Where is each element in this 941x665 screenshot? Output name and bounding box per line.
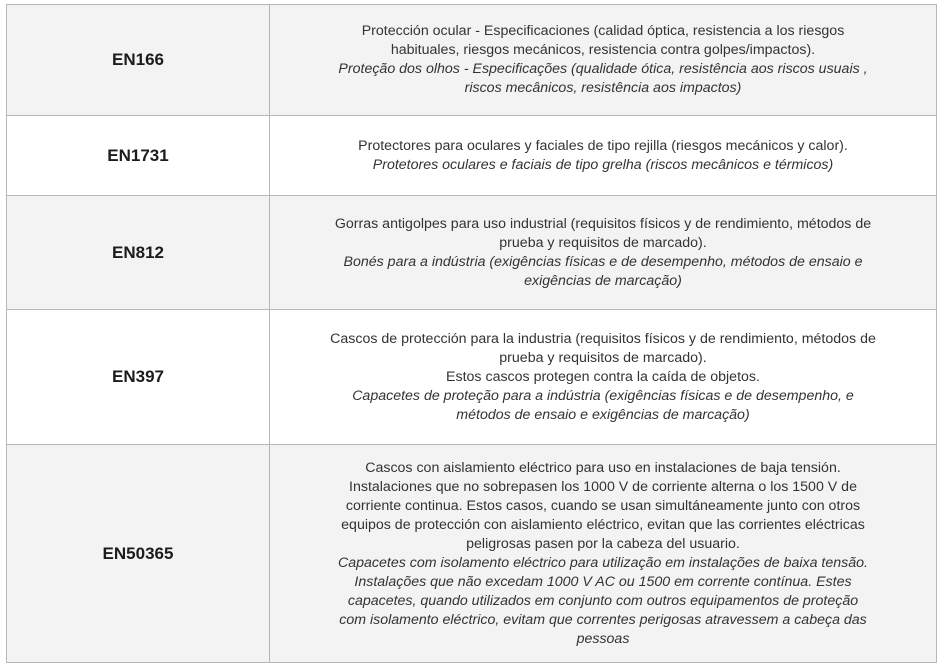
text-line: Proteção dos olhos - Especificações (qualidade ótica, resistência aos riscos usuais ,	[338, 61, 868, 77]
text-line: Cascos de protección para la industria (requisitos físicos y de rendimiento, métodos de	[330, 330, 876, 347]
description-portuguese	[278, 387, 928, 425]
description-portuguese	[278, 156, 928, 175]
standards-table	[6, 4, 937, 663]
text-line: prueba y requisitos de marcado).	[499, 234, 707, 251]
text-line: peligrosas pasen por la cabeza del usuario.	[466, 535, 740, 552]
description-spanish	[278, 137, 928, 156]
description-portuguese	[278, 253, 928, 291]
description-spanish	[278, 22, 928, 60]
description-spanish	[278, 459, 928, 554]
standard-code: EN812	[7, 196, 270, 310]
standard-description	[270, 5, 937, 116]
text-line: riscos mecânicos, resistência aos impactos)	[464, 80, 742, 96]
text-line: Estos cascos protegen contra la caída de objetos.	[446, 368, 760, 385]
text-line: corriente continua. Estos casos, cuando se usan simultáneamente junto con otros	[345, 497, 861, 514]
description-portuguese	[278, 60, 928, 98]
text-line: habituales, riesgos mecánicos, resistencia contra golpes/impactos).	[390, 42, 816, 58]
text-line: Protetores oculares e faciais de tipo grelha (riscos mecânicos e térmicos)	[372, 156, 834, 173]
standard-code: EN1731	[7, 116, 270, 196]
text-line: com isolamento eléctrico, evitam que correntes perigosas atravessem a cabeça das	[339, 611, 867, 628]
table-row	[7, 310, 937, 445]
text-line: métodos de ensaio e exigências de marcação)	[456, 406, 750, 423]
text-line: Gorras antigolpes para uso industrial (requisitos físicos y de rendimiento, métodos de	[334, 215, 872, 232]
text-line: Protectores para oculares y faciales de tipo rejilla (riesgos mecánicos y calor).	[358, 137, 848, 154]
text-line: Bonés para a indústria (exigências físicas e de desempenho, métodos de ensaio e	[343, 253, 863, 270]
table-row	[7, 196, 937, 310]
description-portuguese	[278, 554, 928, 649]
standard-description	[270, 445, 937, 663]
text-line: Capacetes de proteção para a indústria (exigências físicas e de desempenho, e	[352, 387, 854, 404]
standard-description	[270, 196, 937, 310]
table-row	[7, 5, 937, 116]
text-line: prueba y requisitos de marcado).	[499, 349, 707, 366]
text-line: pessoas	[576, 630, 630, 647]
text-line: Protección ocular - Especificaciones (calidad óptica, resistencia a los riesgos	[361, 23, 845, 39]
text-line: Capacetes com isolamento eléctrico para utilização em instalações de baixa tensão.	[338, 554, 868, 571]
table-body	[7, 5, 937, 663]
text-line: equipos de protección con aislamiento eléctrico, evitan que las corrientes eléctricas	[341, 516, 865, 533]
standard-code: EN397	[7, 310, 270, 445]
text-line: Instalaciones que no sobrepasen los 1000 V de corriente alterna o los 1500 V de	[349, 478, 857, 495]
standard-code: EN166	[7, 5, 270, 116]
table-row	[7, 116, 937, 196]
text-line: exigências de marcação)	[524, 272, 682, 289]
standard-description	[270, 116, 937, 196]
standard-description	[270, 310, 937, 445]
description-spanish	[278, 330, 928, 387]
standard-code: EN50365	[7, 445, 270, 663]
description-spanish	[278, 215, 928, 253]
text-line: Instalações que não excedam 1000 V AC ou 1500 em corrente contínua. Estes	[354, 573, 852, 590]
table-row	[7, 445, 937, 663]
text-line: capacetes, quando utilizados em conjunto com outros equipamentos de proteção	[347, 592, 859, 609]
text-line: Cascos con aislamiento eléctrico para uso en instalaciones de baja tensión.	[365, 459, 841, 476]
